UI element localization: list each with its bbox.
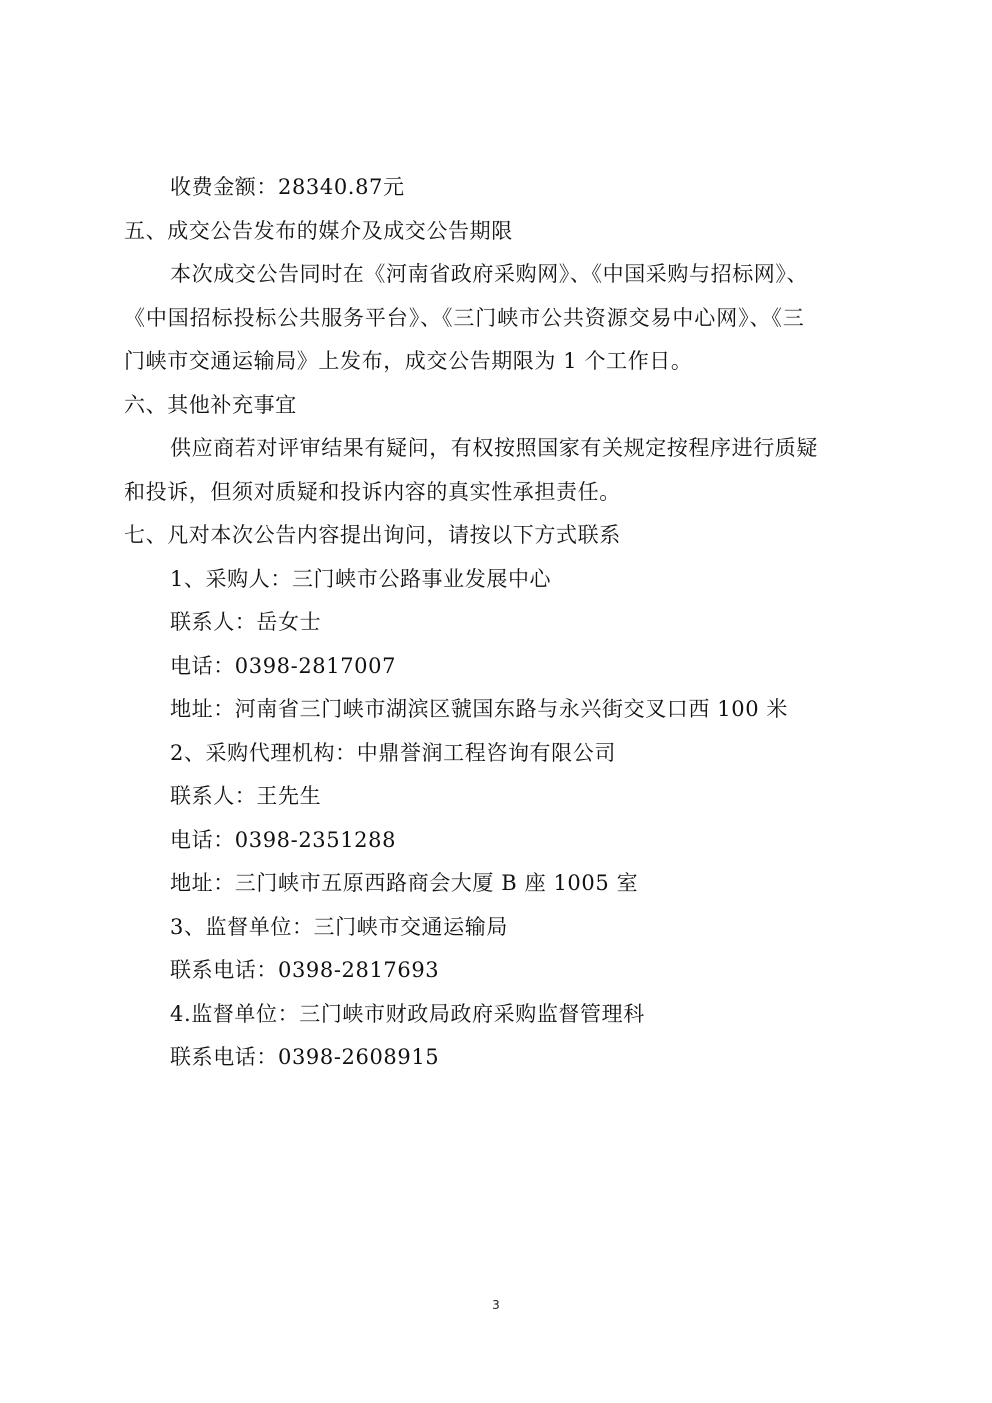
section-7-heading: 七、凡对本次公告内容提出询问，请按以下方式联系	[124, 523, 621, 547]
section-6-paragraph-line-1: 供应商若对评审结果有疑问，有权按照国家有关规定按程序进行质疑	[170, 436, 818, 460]
page-number: 3	[492, 1298, 500, 1312]
section-6-heading: 六、其他补充事宜	[124, 392, 297, 417]
purchaser-title: 1、采购人：三门峡市公路事业发展中心	[170, 566, 552, 591]
supervisor-1-phone: 联系电话：0398-2817693	[170, 958, 440, 982]
supervisor-2-title: 4.监督单位：三门峡市财政局政府采购监督管理科	[170, 1001, 645, 1026]
section-5-paragraph-line-3: 门峡市交通运输局》上发布，成交公告期限为 1 个工作日。	[124, 349, 693, 373]
fee-amount: 收费金额：28340.87元	[170, 175, 405, 199]
agency-phone: 电话：0398-2351288	[170, 827, 397, 852]
purchaser-address: 地址：河南省三门峡市湖滨区虢国东路与永兴街交叉口西 100 米	[170, 697, 789, 721]
agency-contact: 联系人：王先生	[170, 784, 322, 808]
supervisor-1-title: 3、监督单位：三门峡市交通运输局	[170, 914, 508, 939]
agency-title: 2、采购代理机构：中鼎誉润工程咨询有限公司	[170, 740, 616, 765]
purchaser-phone: 电话：0398-2817007	[170, 653, 397, 678]
document-body	[124, 166, 872, 1080]
section-5-paragraph-line-2: 《中国招标投标公共服务平台》、《三门峡市公共资源交易中心网》、《三	[124, 305, 805, 330]
agency-address: 地址：三门峡市五原西路商会大厦 B 座 1005 室	[170, 871, 639, 895]
supervisor-2-phone: 联系电话：0398-2608915	[170, 1045, 440, 1069]
section-5-heading: 五、成交公告发布的媒介及成交公告期限	[124, 218, 513, 243]
purchaser-contact: 联系人：岳女士	[170, 610, 322, 634]
section-6-paragraph-line-2: 和投诉，但须对质疑和投诉内容的真实性承担责任。	[124, 479, 621, 504]
section-5-paragraph-line-1: 本次成交公告同时在《河南省政府采购网》、《中国采购与招标网》、	[170, 262, 809, 286]
